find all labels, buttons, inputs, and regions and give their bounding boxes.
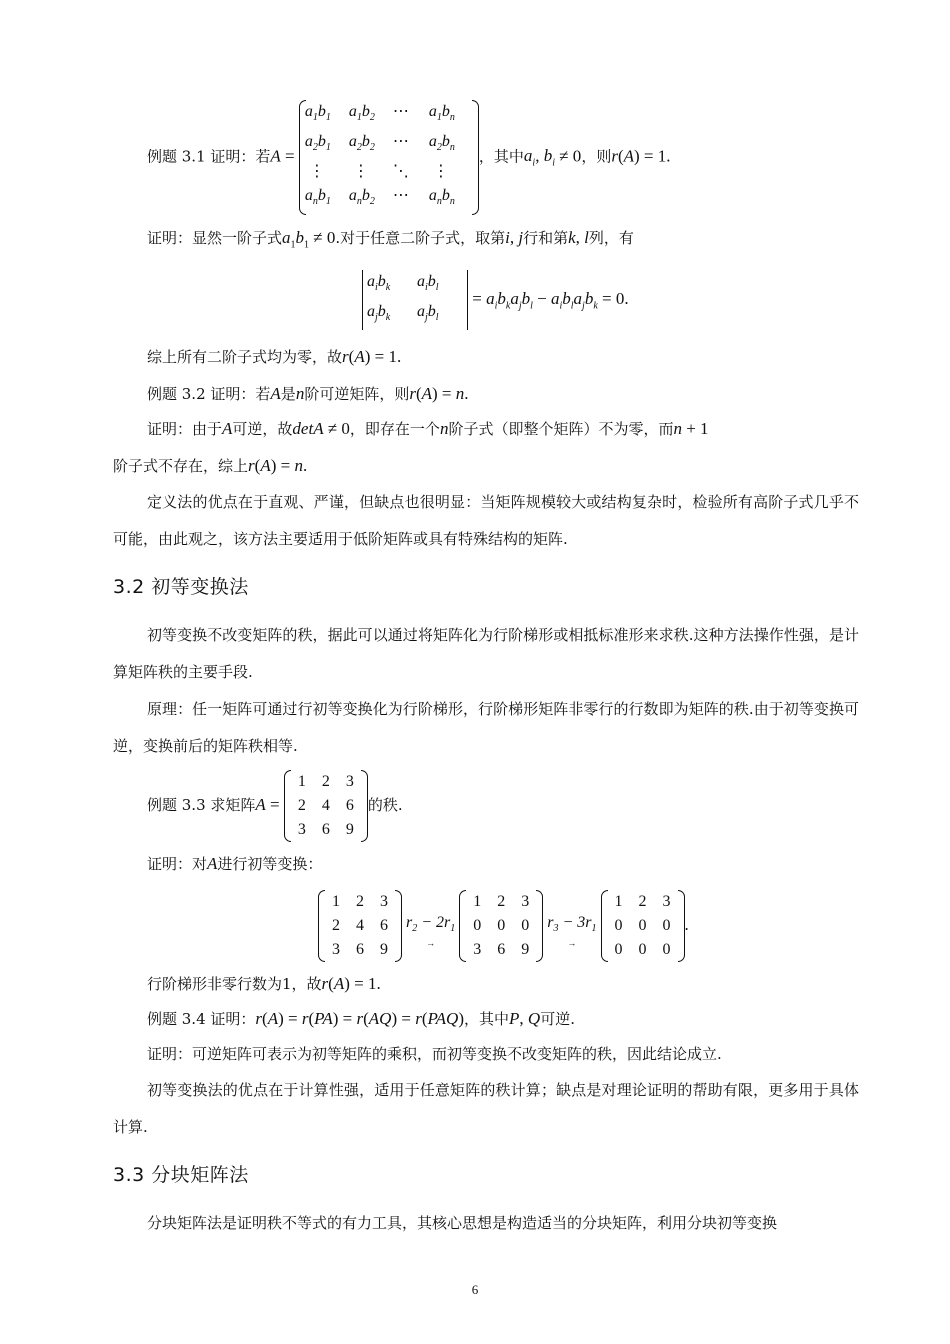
transform-arrow-1: $r_2 - 2r_1$ → — [406, 914, 456, 948]
proof-3-1: 证明：显然一阶子式$a_1b_1 \ne 0$.对于任意二阶子式，取第i, j行和第k, l列，有 — [147, 228, 634, 251]
proof-3-2-line2: 阶子式不存在，综上r(A) = n. — [113, 456, 308, 475]
elementary-method-paragraph: 初等变换法的优点在于计算性强，适用于任意矩阵的秩计算；缺点是对理论证明的帮助有限，更多用于具体计算. — [113, 1081, 859, 1136]
section-3-3-intro: 分块矩阵法是证明秩不等式的有力工具，其核心思想是构造适当的分块矩阵，利用分块初等变换 — [147, 1214, 778, 1232]
row-reduction: 1 2 3 2 4 6 3 6 9 $r_2 - 2r_1$ → 1 2 3 0 0 0 3 6 9 $r_3 - 3r_1$ → 1 2 3 0 0 0 0 0 0 . — [318, 886, 689, 966]
proof-3-2-line1: 证明：由于A可逆，故detA ≠ 0，即存在一个n阶子式（即整个矩阵）不为零，而n + 1 — [147, 419, 709, 438]
section-3-3-heading: 3.3 分块矩阵法 — [113, 1164, 249, 1186]
matrix-A: 1 2 3 2 4 6 3 6 9 — [284, 770, 368, 842]
transform-arrow-2: $r_3 - 3r_1$ → — [547, 914, 597, 948]
page-number: 6 — [471, 1282, 479, 1297]
summary-3-1: 综上所有二阶子式均为零，故r(A) = 1. — [147, 347, 402, 366]
proof-3-4: 证明：可逆矩阵可表示为初等矩阵的乘积，而初等变换不改变矩阵的秩，因此结论成立. — [147, 1045, 722, 1063]
example-3-4: 例题 3.4 证明：r(A) = r(PA) = r(AQ) = r(PAQ)，其中P, Q可逆. — [147, 1009, 575, 1028]
section-3-2-heading: 3.2 初等变换法 — [113, 576, 249, 598]
determinant-equation: $a_ib_k$ $a_ib_l$ $a_jb_k$ $a_jb_l$ = $a_ib_ka_jb_l - a_ib_la_jb_k = 0$. — [362, 270, 629, 334]
result-3-3: 行阶梯形非零行数为1，故r(A) = 1. — [147, 974, 381, 993]
section-3-2-intro: 初等变换不改变矩阵的秩，据此可以通过将矩阵化为行阶梯形或相抵标准形来求秩.这种方法操作性强，是计算矩阵秩的主要手段. — [113, 626, 859, 681]
matrix-ab: $a_1b_1$ $a_1b_2$ ⋯ $a_1b_n$ $a_2b_1$ $a_2b_2$ ⋯ $a_2b_n$ ⋮ ⋮ ⋱ ⋮ $a_nb_1$ $a_nb_2$ ⋯ $a_nb_n$ — [299, 100, 479, 215]
definition-method-paragraph: 定义法的优点在于直观、严谨，但缺点也很明显：当矩阵规模较大或结构复杂时，检验所有高阶子式几乎不可能，由此观之，该方法主要适用于低阶矩阵或具有特殊结构的矩阵. — [113, 493, 859, 548]
section-3-2-principle: 原理：任一矩阵可通过行初等变换化为行阶梯形，行阶梯形矩阵非零行的行数即为矩阵的秩.由于初等变换可逆，变换前后的矩阵秩相等. — [113, 700, 859, 755]
example-3-3: 例题 3.3 求矩阵A = 1 2 3 2 4 6 3 6 9 的秩. — [147, 768, 403, 842]
example-3-2: 例题 3.2 证明：若A是n阶可逆矩阵，则r(A) = n. — [147, 384, 469, 403]
proof-3-3: 证明：对A进行初等变换： — [147, 854, 323, 873]
second-order-minor: $a_ib_k$ $a_ib_l$ $a_jb_k$ $a_jb_l$ — [362, 270, 468, 330]
example-3-1: 例题 3.1 证明：若A = $a_1b_1$ $a_1b_2$ ⋯ $a_1b_n$ $a_2b_1$ $a_2b_2$ ⋯ $a_2b_n$ ⋮ ⋮ ⋱ ⋮ $a_nb_1$ $a_nb_2$ ⋯ $a_nb_n$ ，其中$a_i$, $b_i \ne 0$，则r(A) = 1. — [147, 100, 671, 216]
